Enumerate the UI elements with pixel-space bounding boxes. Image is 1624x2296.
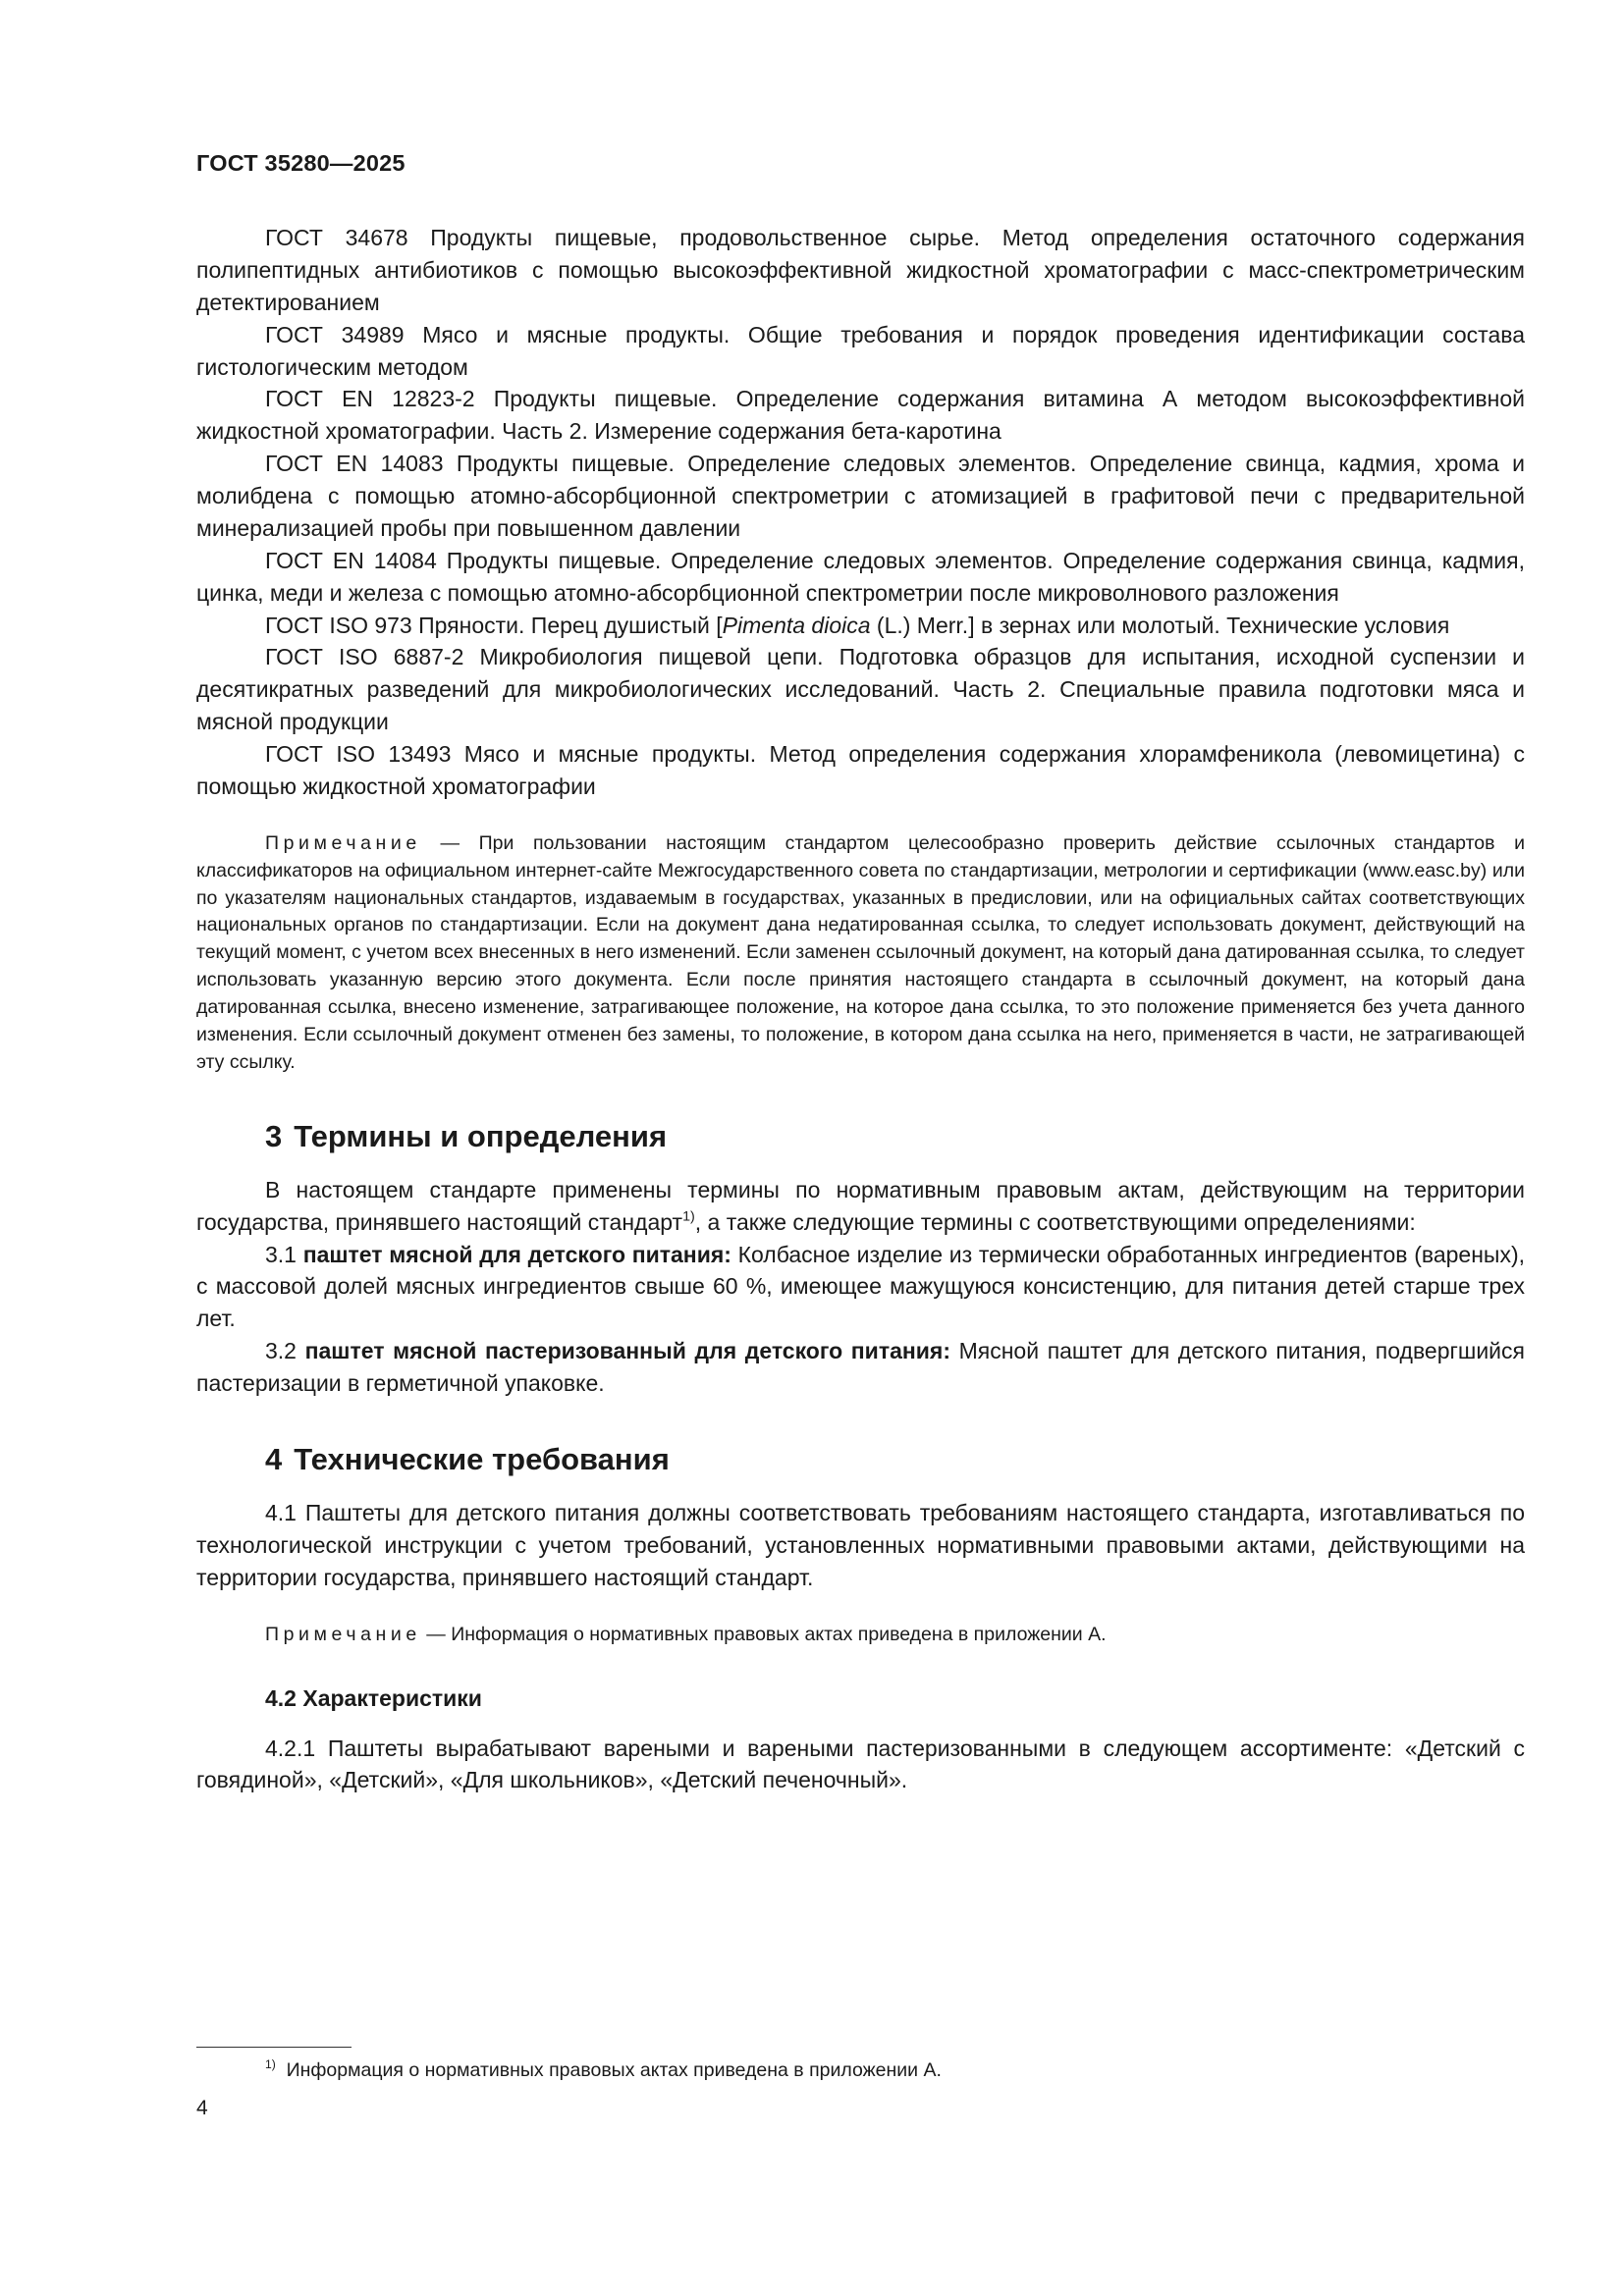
reference-item (196, 610, 1525, 642)
section-3-intro (196, 1174, 1525, 1239)
reference-item: ГОСТ EN 12823-2 Продукты пищевые. Определение содержания витамина А методом высокоэффективной жидкостной хроматографии. Часть 2. Измерение содержания бета-каротина (196, 386, 1525, 445)
reference-item: ГОСТ EN 14084 Продукты пищевые. Определение следовых элементов. Определение содержания свинца, кадмия, цинка, меди и железа с помощью атомно-абсорбционной спектрометрии после микроволнового разложения (196, 547, 1525, 606)
section-number: 3 (265, 1118, 283, 1153)
footnote-reference-mark: 1) (682, 1208, 695, 1225)
note-text: — При пользовании настоящим стандартом целесообразно проверить действие ссылочных стандартов и классификаторов на официальном интернет-сайте Межгосударственного совета по стандартизации, метрологии и сертификации (www.easc.by) или по указателям национальных стандартов, издаваемым в государствах, указанных в предисловии, или на официальных сайтах соответствующих национальных органов по стандартизации. Если на документ дана недатированная ссылка, то следует использовать документ, действующий на текущий момент, с учетом всех внесенных в него изменений. Если заменен ссылочный документ, на который дана датированная ссылка, то следует использовать указанную версию этого документа. Если после принятия настоящего стандарта в ссылочный документ, на который дана датированная ссылка, внесено изменение, затрагивающее положение, на которое дана ссылка, то это положение применяется без учета данного изменения. Если ссылочный документ отменен без замены, то положение, в котором дана ссылка на него, применяется в части, не затрагивающей эту ссылку. (196, 831, 1525, 1073)
footnote (265, 2057, 942, 2084)
document-code-header: ГОСТ 35280—2025 (196, 150, 406, 176)
intro-text: , а также следующие термины с соответствующими определениями: (694, 1208, 1416, 1235)
page-number: 4 (196, 2097, 208, 2119)
reference-item: ГОСТ EN 14083 Продукты пищевые. Определение следовых элементов. Определение свинца, кадмия, хрома и молибдена с помощью атомно-абсорбционной спектрометрии с атомизацией в графитовой печи с предварительной минерализацией пробы при повышенном давлении (196, 451, 1525, 541)
reference-text: (L.) Merr.] в зернах или молотый. Технические условия (870, 612, 1450, 638)
footnote-mark: 1) (265, 2057, 276, 2072)
clause-4-1-note (196, 1622, 1525, 1649)
term-definition (196, 1239, 1525, 1336)
reference-latin-name: Pimenta dioica (722, 612, 871, 638)
references-note (196, 830, 1525, 1077)
note-label: Примечание (265, 831, 421, 854)
term-number: 3.1 (265, 1241, 297, 1267)
section-title: Термины и определения (294, 1118, 668, 1153)
term-definition-text: Колбасное изделие из термически обработанных ингредиентов (вареных), с массовой долей мясных ингредиентов свыше 60 %, имеющее мажущуюся консистенцию, для питания детей старше трех лет. (196, 1241, 1525, 1332)
section-4-heading (265, 1441, 1525, 1477)
reference-item: ГОСТ 34678 Продукты пищевые, продовольственное сырье. Метод определения остаточного содержания полипептидных антибиотиков с помощью высокоэффективной жидкостной хроматографии с масс-спектрометрическим детектированием (196, 225, 1525, 315)
term-number: 3.2 (265, 1338, 297, 1364)
term-definition (196, 1335, 1525, 1400)
section-number: 4 (265, 1441, 283, 1476)
note-label: Примечание (265, 1623, 421, 1645)
reference-text: ГОСТ ISO 973 Пряности. Перец душистый [ (265, 612, 723, 638)
intro-text: В настоящем стандарте применены термины по нормативным правовым актам, действующим на территории государства, принявшего настоящий стандарт (196, 1176, 1525, 1235)
reference-item: ГОСТ ISO 13493 Мясо и мясные продукты. Метод определения содержания хлорамфеникола (левомицетина) с помощью жидкостной хроматографии (196, 741, 1525, 799)
section-3-heading (265, 1118, 1525, 1154)
document-body (196, 222, 1525, 1796)
term-name: паштет мясной для детского питания: (302, 1241, 731, 1267)
subsection-4-2-heading: 4.2 Характеристики (265, 1684, 482, 1711)
term-name: паштет мясной пастеризованный для детского питания: (304, 1338, 950, 1364)
clause-4-2-1: 4.2.1 Паштеты вырабатывают вареными и вареными пастеризованными в следующем ассортименте: «Детский с говядиной», «Детский», «Для школьников», «Детский печеночный». (196, 1735, 1525, 1793)
reference-item: ГОСТ 34989 Мясо и мясные продукты. Общие требования и порядок проведения идентификации состава гистологическим методом (196, 321, 1525, 380)
footnote-text: Информация о нормативных правовых актах приведена в приложении А. (286, 2059, 942, 2081)
section-title: Технические требования (294, 1441, 670, 1476)
clause-4-1: 4.1 Паштеты для детского питания должны соответствовать требованиям настоящего стандарта, изготавливаться по технологической инструкции с учетом требований, установленных нормативными правовыми актами, действующими на территории государства, принявшего настоящий стандарт. (196, 1500, 1525, 1590)
reference-item: ГОСТ ISO 6887-2 Микробиология пищевой цепи. Подготовка образцов для испытания, исходной суспензии и десятикратных разведений для микробиологических исследований. Часть 2. Специальные правила подготовки мяса и мясной продукции (196, 644, 1525, 735)
term-definition-text: Мясной паштет для детского питания, подвергшийся пастеризации в герметичной упаковке. (196, 1338, 1525, 1397)
footnote-divider (196, 2047, 352, 2048)
note-text: — Информация о нормативных правовых актах приведена в приложении А. (426, 1623, 1107, 1645)
